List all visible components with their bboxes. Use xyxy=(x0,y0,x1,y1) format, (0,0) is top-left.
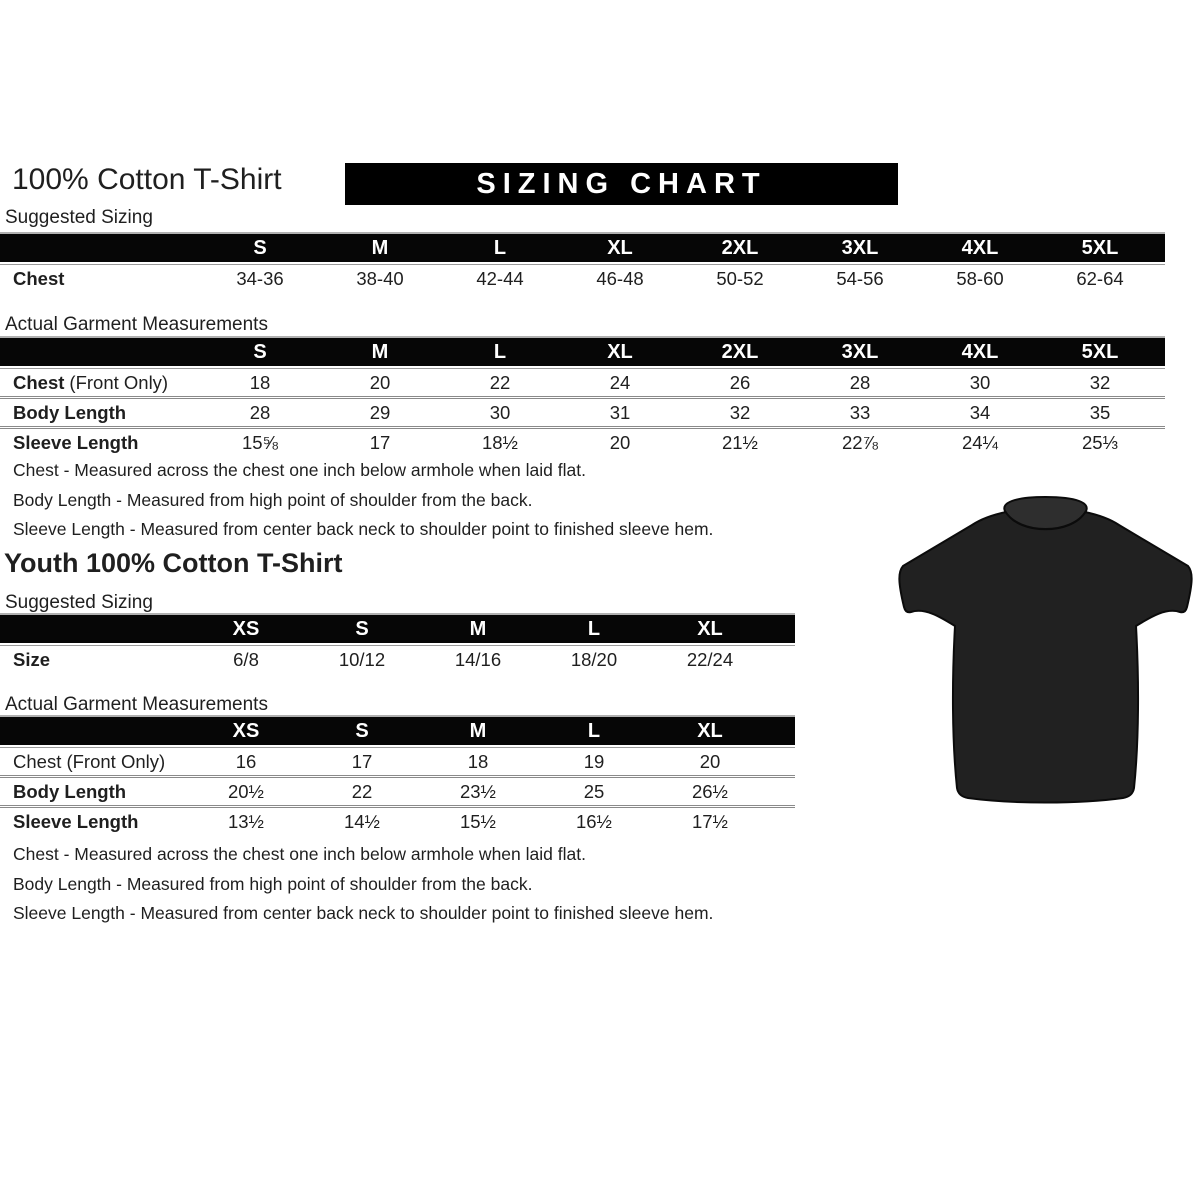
table-cell: 24 xyxy=(609,371,631,393)
column-header: XS xyxy=(232,617,260,640)
column-header: XL xyxy=(697,719,723,742)
row-label: Sleeve Length xyxy=(13,431,139,453)
note-chest: Chest - Measured across the chest one inch below armhole when laid flat. xyxy=(13,844,586,864)
table-row-size xyxy=(0,646,795,673)
column-header: 3XL xyxy=(841,340,879,363)
table-row-sleeve-length xyxy=(0,426,1165,456)
row-label: Chest xyxy=(13,267,65,289)
table-cell: 22/24 xyxy=(686,648,734,670)
table-header-row xyxy=(0,715,795,745)
adult-actual-label: Actual Garment Measurements xyxy=(5,314,268,335)
table-cell: 23½ xyxy=(459,780,496,802)
table-header-row xyxy=(0,336,1165,366)
table-cell: 17½ xyxy=(691,810,728,832)
row-label: Body Length xyxy=(13,780,127,802)
adult-measurement-notes xyxy=(13,456,713,545)
table-cell: 62-64 xyxy=(1076,267,1124,289)
table-row-sleeve-length xyxy=(0,805,795,835)
table-cell: 6/8 xyxy=(233,648,259,670)
youth-section-title: Youth 100% Cotton T-Shirt xyxy=(4,548,343,578)
table-cell: 18 xyxy=(249,371,271,393)
column-header: XS xyxy=(232,719,260,742)
table-cell: 32 xyxy=(729,401,751,423)
column-header: L xyxy=(493,236,507,259)
table-cell: 35 xyxy=(1089,401,1111,423)
table-cell: 33 xyxy=(849,401,871,423)
table-cell: 58-60 xyxy=(956,267,1004,289)
table-cell: 19 xyxy=(583,750,605,772)
column-header: XL xyxy=(607,236,633,259)
table-cell: 26½ xyxy=(691,780,728,802)
column-header: L xyxy=(493,340,507,363)
table-cell: 18½ xyxy=(481,431,518,453)
note-body-length: Body Length - Measured from high point of shoulder from the back. xyxy=(13,489,533,510)
table-row-chest xyxy=(0,748,795,775)
table-cell: 10/12 xyxy=(338,648,386,670)
column-header: 5XL xyxy=(1081,236,1119,259)
page-title: 100% Cotton T-Shirt xyxy=(12,163,282,196)
row-label: Chest (Front Only) xyxy=(13,371,169,393)
table-cell: 15½ xyxy=(459,810,496,832)
table-cell: 18/20 xyxy=(570,648,618,670)
table-cell: 25 xyxy=(583,780,605,802)
column-header: M xyxy=(469,617,487,640)
table-row-body-length xyxy=(0,775,795,805)
column-header: XL xyxy=(607,340,633,363)
youth-suggested-label: Suggested Sizing xyxy=(5,592,153,613)
youth-actual-table xyxy=(0,715,795,835)
note-sleeve-length: Sleeve Length - Measured from center back neck to shoulder point to finished sleeve hem. xyxy=(13,903,714,923)
table-cell: 28 xyxy=(849,371,871,393)
table-cell: 50-52 xyxy=(716,267,764,289)
table-row-chest xyxy=(0,369,1165,396)
table-cell: 42-44 xyxy=(476,267,524,289)
adult-suggested-table xyxy=(0,232,1165,292)
row-label: Body Length xyxy=(13,401,127,423)
table-cell: 34-36 xyxy=(236,267,284,289)
column-header: 2XL xyxy=(721,236,759,259)
column-header: L xyxy=(587,719,601,742)
table-cell: 30 xyxy=(489,401,511,423)
banner-text: SIZING CHART xyxy=(476,167,767,200)
table-cell: 20 xyxy=(699,750,721,772)
column-header: S xyxy=(253,236,267,259)
column-header: 2XL xyxy=(721,340,759,363)
note-body-length: Body Length - Measured from high point of shoulder from the back. xyxy=(13,873,533,894)
row-label: Size xyxy=(13,648,51,670)
column-header: XL xyxy=(697,617,723,640)
table-cell: 14/16 xyxy=(454,648,502,670)
column-header: M xyxy=(469,719,487,742)
table-cell: 28 xyxy=(249,401,271,423)
column-header: S xyxy=(355,617,369,640)
column-header: M xyxy=(371,236,389,259)
table-cell: 14½ xyxy=(343,810,380,832)
table-cell: 54-56 xyxy=(836,267,884,289)
table-cell: 16 xyxy=(235,750,257,772)
table-row-chest xyxy=(0,265,1165,292)
column-header: L xyxy=(587,617,601,640)
table-cell: 30 xyxy=(969,371,991,393)
black-tshirt-image xyxy=(893,490,1200,810)
table-cell: 22⅞ xyxy=(841,431,878,453)
table-cell: 34 xyxy=(969,401,991,423)
table-cell: 20½ xyxy=(227,780,264,802)
column-header: M xyxy=(371,340,389,363)
table-header-row xyxy=(0,232,1165,262)
note-chest: Chest - Measured across the chest one inch below armhole when laid flat. xyxy=(13,460,586,480)
table-cell: 21½ xyxy=(721,431,758,453)
table-cell: 24¼ xyxy=(961,431,998,453)
table-cell: 20 xyxy=(609,431,631,453)
youth-suggested-table xyxy=(0,613,795,673)
table-cell: 22 xyxy=(351,780,373,802)
table-cell: 13½ xyxy=(227,810,264,832)
table-cell: 31 xyxy=(609,401,631,423)
youth-actual-label: Actual Garment Measurements xyxy=(5,694,268,715)
table-cell: 32 xyxy=(1089,371,1111,393)
adult-actual-table xyxy=(0,336,1165,456)
table-cell: 15⅝ xyxy=(241,431,278,453)
table-cell: 38-40 xyxy=(356,267,404,289)
adult-suggested-label: Suggested Sizing xyxy=(5,207,153,228)
table-cell: 22 xyxy=(489,371,511,393)
column-header: 4XL xyxy=(961,340,999,363)
youth-measurement-notes xyxy=(13,840,713,929)
table-cell: 17 xyxy=(351,750,373,772)
column-header: S xyxy=(253,340,267,363)
column-header: 3XL xyxy=(841,236,879,259)
tshirt-body-shape xyxy=(899,512,1191,803)
table-body xyxy=(0,368,1165,456)
column-header: S xyxy=(355,719,369,742)
table-row-body-length xyxy=(0,396,1165,426)
row-label: Chest (Front Only) xyxy=(13,750,166,772)
column-header: 5XL xyxy=(1081,340,1119,363)
table-cell: 26 xyxy=(729,371,751,393)
table-cell: 46-48 xyxy=(596,267,644,289)
row-label: Sleeve Length xyxy=(13,810,139,832)
table-body xyxy=(0,264,1165,292)
table-cell: 25⅓ xyxy=(1081,431,1118,453)
table-body xyxy=(0,747,795,835)
sizing-chart-banner xyxy=(345,163,898,205)
note-sleeve-length: Sleeve Length - Measured from center back neck to shoulder point to finished sleeve hem. xyxy=(13,519,714,539)
column-header: 4XL xyxy=(961,236,999,259)
table-cell: 16½ xyxy=(575,810,612,832)
table-cell: 17 xyxy=(369,431,391,453)
table-body xyxy=(0,645,795,673)
table-cell: 20 xyxy=(369,371,391,393)
table-cell: 29 xyxy=(369,401,391,423)
table-cell: 18 xyxy=(467,750,489,772)
table-header-row xyxy=(0,613,795,643)
